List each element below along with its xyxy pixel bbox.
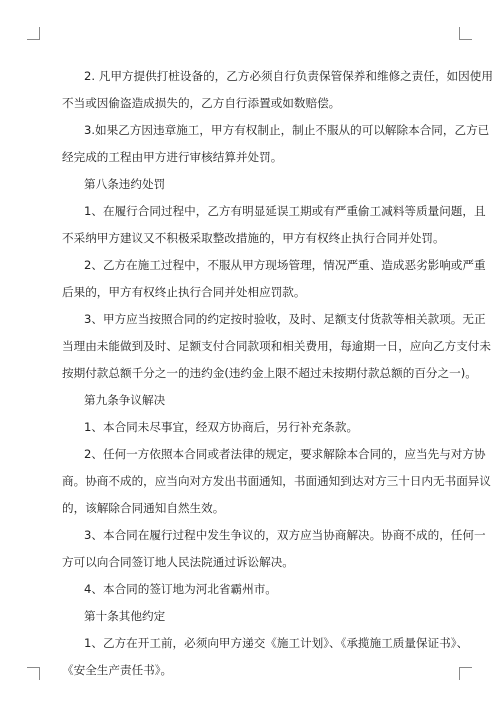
clause-9-1-line-1: 1、本合同未尽事宜，经双方协商后，另行补充条款。: [84, 420, 359, 434]
article-9-heading: 第九条争议解决: [84, 393, 166, 407]
crop-mark-bottom-right: [459, 667, 472, 680]
clause-9-2-line-2: 商。协商不成的，应当向对方发出书面通知，书面通知到达对方三十日内无书面异议: [62, 474, 491, 488]
clause-7-2-line-1: 2. 凡甲方提供打桩设备的，乙方必须自行负责保管保养和维修之责任，如因使用: [84, 69, 493, 83]
clause-10-1-line-1: 1、乙方在开工前，必须向甲方递交《施工计划》、《承揽施工质量保证书》、: [84, 636, 469, 650]
crop-mark-bottom-left: [27, 667, 40, 680]
clause-8-2-line-2: 后果的，甲方有权终止执行合同并处相应罚款。: [62, 285, 306, 299]
clause-8-1-line-2: 不采纳甲方建议又不积极采取整改措施的，甲方有权终止执行合同并处罚。: [62, 231, 445, 245]
clause-7-2-line-2: 不当或因偷盗造成损失的，乙方自行添置或如数赔偿。: [62, 96, 341, 110]
clause-9-3-line-2: 方可以向合同签订地人民法院通过诉讼解决。: [62, 555, 294, 569]
article-8-heading: 第八条违约处罚: [84, 177, 166, 191]
clause-8-3-line-2: 当理由未能做到及时、足额支付合同款项和相关费用，每逾期一日，应向乙方支付未: [62, 339, 491, 353]
clause-10-1-line-2: 《安全生产责任书》。: [62, 663, 173, 677]
article-10-heading: 第十条其他约定: [84, 609, 166, 623]
clause-9-4-line-1: 4、本合同的签订地为河北省霸州市。: [84, 582, 277, 596]
clause-9-2-line-3: 的，该解除合同通知自然生效。: [62, 501, 225, 515]
clause-7-3-line-1: 3.如果乙方因违章施工，甲方有权制止，制止不服从的可以解除本合同，乙方已: [84, 123, 490, 137]
crop-mark-top-right: [459, 27, 472, 40]
clause-8-3-line-1: 3、甲方应当按照合同的约定按时验收，及时、足额支付货款等相关款项。无正: [84, 312, 486, 326]
crop-mark-top-left: [27, 27, 40, 40]
clause-9-2-line-1: 2、任何一方依照本合同或者法律的规定，要求解除本合同的，应当先与对方协: [84, 447, 486, 461]
clause-7-3-line-2: 经完成的工程由甲方进行审核结算并处罚。: [62, 150, 283, 164]
clause-9-3-line-1: 3、本合同在履行过程中发生争议的，双方应当协商解决。协商不成的，任何一: [84, 528, 486, 542]
clause-8-1-line-1: 1、在履行合同过程中，乙方有明显延误工期或有严重偷工减料等质量问题，且: [84, 204, 486, 218]
clause-8-3-line-3: 按期付款总额千分之一的违约金(违约金上限不超过未按期付款总额的百分之一)。: [62, 366, 477, 380]
clause-8-2-line-1: 2、乙方在施工过程中，不服从甲方现场管理，情况严重、造成恶劣影响或严重: [84, 258, 486, 272]
